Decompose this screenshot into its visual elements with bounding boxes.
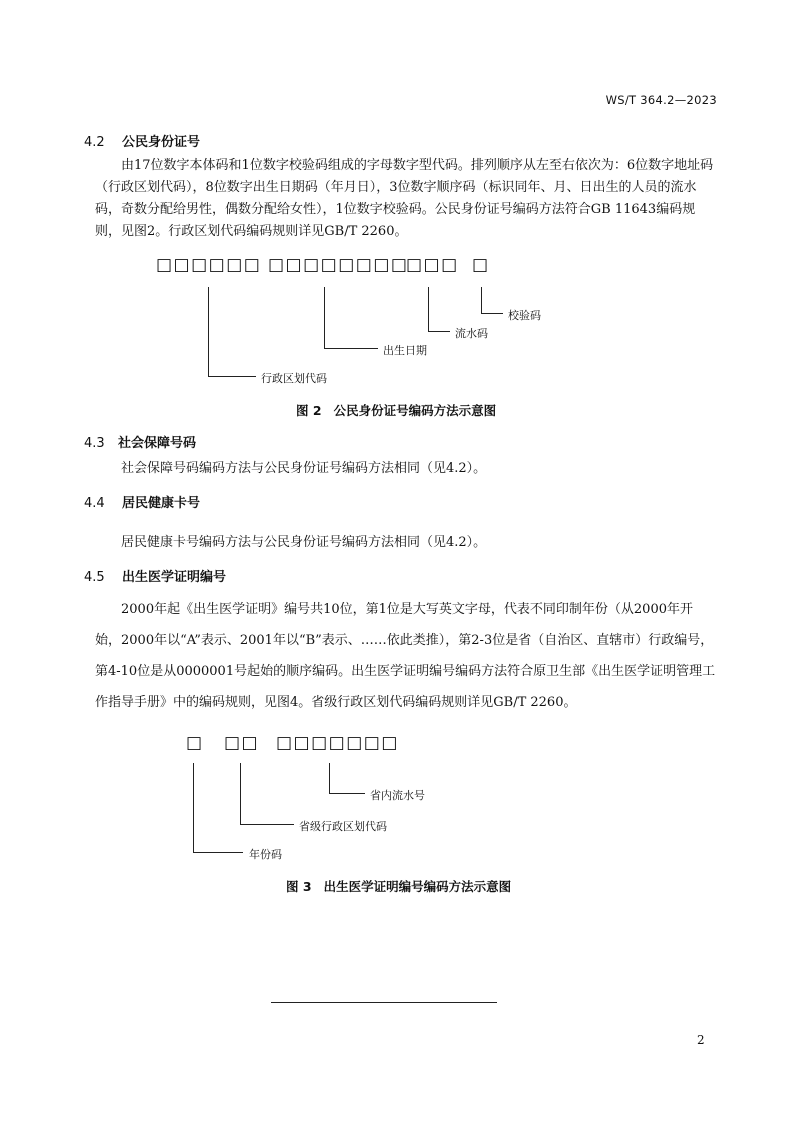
check-digit-label: 校验码 [508, 309, 541, 322]
leader-line [329, 763, 330, 793]
leader-line [324, 348, 378, 349]
address-code-boxes: □□□□□□ [156, 255, 262, 275]
serial-boxes: □□□ [406, 255, 459, 275]
figure-3-caption [286, 877, 511, 895]
section-number: 4.4 [84, 496, 105, 511]
province-code-boxes: □□ [224, 733, 260, 753]
figure-title: 出生医学证明编号编码方法示意图 [323, 879, 512, 894]
birth-date-label: 出生日期 [383, 344, 427, 357]
leader-line [193, 763, 194, 852]
leader-line [324, 287, 325, 348]
section-number: 4.2 [84, 135, 105, 150]
section-title: 公民身份证号 [122, 135, 201, 150]
birth-date-boxes: □□□□□□□□ [268, 255, 409, 275]
provincial-serial-label: 省内流水号 [370, 789, 425, 802]
section-4-3-heading [84, 432, 196, 451]
section-4-5-heading [84, 566, 226, 585]
serial-number-boxes: □□□□□□□ [276, 733, 399, 753]
year-code-box: □ [186, 733, 204, 753]
figure-number: 图 3 [286, 879, 312, 894]
leader-line [240, 763, 241, 824]
standard-code: WS/T 364.2—2023 [605, 93, 717, 107]
section-title: 社会保障号码 [118, 436, 197, 451]
admin-code-label: 行政区划代码 [261, 372, 327, 385]
section-4-3-paragraph: 社会保障号码编码方法与公民身份证号编码方法相同（见4.2）。 [121, 461, 487, 476]
leader-line [481, 287, 482, 313]
section-4-5-paragraph: 2000年起《出生医学证明》编号共10位，第1位是大写英文字母，代表不同印制年份（从2000年开始，2000年以“A”表示、2001年以“B”表示、……依此类推），第2-3位是省（自治区、直辖市）行政编号，第4-10位是从0000001号起始的顺序编码。出生医学证明编号编码方法符合原卫生部《出生医学证明管理工作指导手册》中的编码规则，见图4。省级行政区划代码编码规则详见GB/T 2260。 [95, 602, 716, 710]
year-code-label: 年份码 [249, 848, 282, 861]
leader-line [240, 824, 294, 825]
province-code-label: 省级行政区划代码 [299, 820, 387, 833]
figure-2-caption [296, 401, 496, 419]
section-title: 出生医学证明编号 [122, 570, 227, 585]
leader-line [208, 287, 209, 376]
leader-line [428, 287, 429, 331]
leader-line [208, 376, 256, 377]
page-number: 2 [697, 1033, 705, 1047]
figure-number: 图 2 [296, 403, 322, 418]
section-4-4-heading [84, 492, 200, 511]
section-number: 4.5 [84, 570, 105, 585]
section-4-4-paragraph: 居民健康卡号编码方法与公民身份证号编码方法相同（见4.2）。 [121, 535, 487, 550]
leader-line [481, 313, 503, 314]
check-digit-box: □ [472, 255, 490, 275]
leader-line [329, 793, 365, 794]
end-rule [271, 1002, 497, 1003]
section-number: 4.3 [84, 436, 105, 451]
section-title: 居民健康卡号 [122, 496, 201, 511]
figure-title: 公民身份证号编码方法示意图 [333, 403, 497, 418]
serial-label: 流水码 [455, 327, 488, 340]
section-4-2-paragraph: 由17位数字本体码和1位数字校验码组成的字母数字型代码。排列顺序从左至右依次为：6位数字地址码（行政区划代码），8位数字出生日期码（年月日），3位数字顺序码（标识同年、月、日出生的人员的流水码，奇数分配给男性，偶数分配给女性），1位数字校验码。公民身份证号编码方法符合GB 11643编码规则，见图2。行政区划代码编码规则详见GB/T 2260。 [95, 158, 714, 239]
leader-line [193, 852, 243, 853]
section-4-2-heading [84, 131, 200, 150]
leader-line [428, 331, 450, 332]
